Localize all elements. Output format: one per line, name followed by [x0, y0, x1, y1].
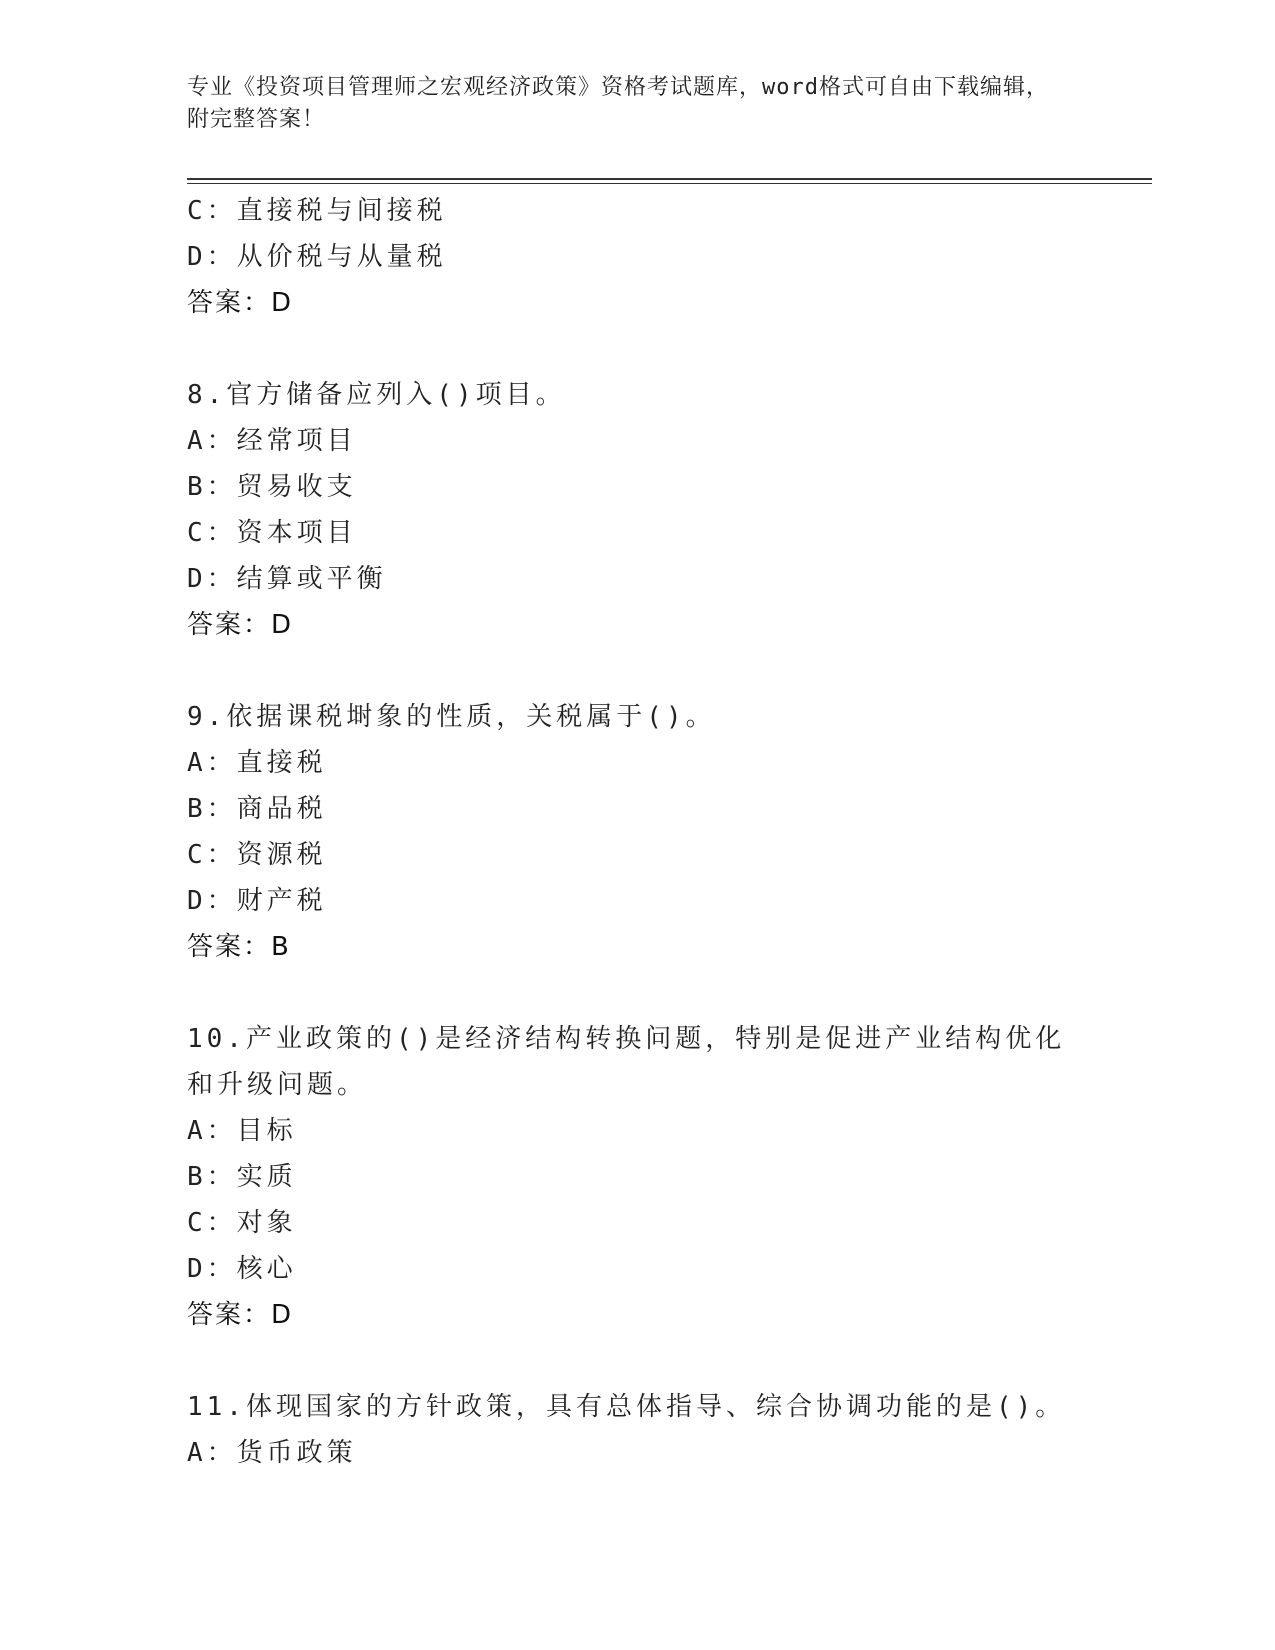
answer-line: 答案：B: [187, 932, 291, 962]
question-stem: 11.体现国家的方针政策，具有总体指导、综合协调功能的是()。: [187, 1392, 1066, 1422]
header-rule-thin: [187, 183, 1152, 184]
question-stem: 8.官方储备应列入()项目。: [187, 380, 566, 410]
option-d: D：结算或平衡: [187, 564, 387, 594]
option-c: C：直接税与间接税: [187, 196, 447, 226]
answer-line: 答案：D: [187, 610, 294, 640]
spacer: [187, 970, 1087, 1016]
option-a: A：经常项目: [187, 426, 357, 456]
spacer: [187, 648, 1087, 694]
header-rule-thick: [187, 178, 1152, 180]
option-b: B：实质: [187, 1162, 297, 1192]
option-d: D：核心: [187, 1254, 297, 1284]
spacer: [187, 326, 1087, 372]
question-stem: 9.依据课税埘象的性质，关税属于()。: [187, 702, 716, 732]
document-header: 专业《投资项目管理师之宏观经济政策》资格考试题库，word格式可自由下载编辑，附完整答案！: [187, 75, 1049, 132]
option-d: D：从价税与从量税: [187, 242, 447, 272]
spacer: [187, 1338, 1087, 1384]
answer-line: 答案：D: [187, 288, 294, 318]
option-b: B：商品税: [187, 794, 327, 824]
option-c: C：资源税: [187, 840, 327, 870]
option-a: A：目标: [187, 1116, 297, 1146]
question-content: [187, 188, 1087, 1476]
option-b: B：贸易收支: [187, 472, 357, 502]
option-c: C：资本项目: [187, 518, 357, 548]
question-stem: 10.产业政策的()是经济结构转换问题，特别是促进产业结构优化和升级问题。: [187, 1024, 1066, 1100]
option-d: D：财产税: [187, 886, 327, 916]
option-a: A：直接税: [187, 748, 327, 778]
answer-line: 答案：D: [187, 1300, 294, 1330]
option-a: A：货币政策: [187, 1438, 357, 1468]
option-c: C：对象: [187, 1208, 297, 1238]
